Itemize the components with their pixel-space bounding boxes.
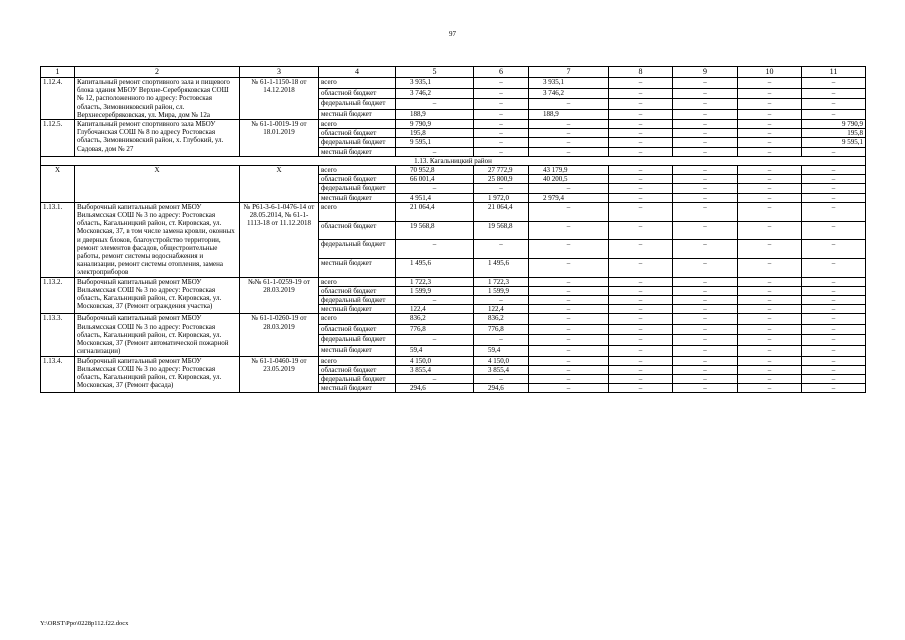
value-cell: –: [673, 221, 738, 240]
value-cell: –: [529, 356, 609, 365]
value-cell: –: [738, 193, 802, 202]
object-name: Выборочный капитальный ремонт МБОУ Вильямсская СОШ № 3 по адресу: Ростовская область, Кагальницкий район, ст. Кировская, ул. Московская, 37 (Ремонт ограждения участка): [75, 277, 240, 314]
table-row: [41, 277, 866, 286]
value-cell: –: [802, 277, 866, 286]
value-cell: –: [673, 314, 738, 325]
value-cell: –: [609, 277, 673, 286]
value-cell: 4 150,0: [474, 356, 529, 365]
value-cell: –: [802, 78, 866, 89]
value-cell: –: [738, 345, 802, 356]
value-cell: 294,6: [474, 384, 529, 393]
value-cell: –: [673, 184, 738, 193]
object-name: Х: [75, 166, 240, 203]
budget-source-label: местный бюджет: [319, 258, 396, 277]
col-header: 5: [396, 67, 474, 78]
value-cell: –: [673, 99, 738, 110]
budget-source-label: федеральный бюджет: [319, 99, 396, 110]
value-cell: –: [529, 286, 609, 295]
value-cell: –: [529, 384, 609, 393]
value-cell: 776,8: [474, 324, 529, 335]
value-cell: –: [738, 277, 802, 286]
budget-source-label: всего: [319, 78, 396, 89]
value-cell: 3 855,4: [396, 365, 474, 374]
value-cell: –: [738, 305, 802, 314]
value-cell: 70 952,8: [396, 166, 474, 175]
budget-source-label: федеральный бюджет: [319, 374, 396, 383]
col-header: 9: [673, 67, 738, 78]
value-cell: –: [474, 374, 529, 383]
value-cell: –: [609, 184, 673, 193]
object-doc: № 61-1-0019-19 от 18.01.2019: [240, 120, 319, 157]
value-cell: –: [738, 365, 802, 374]
col-header: 6: [474, 67, 529, 78]
value-cell: –: [529, 335, 609, 346]
value-cell: –: [738, 286, 802, 295]
value-cell: –: [609, 166, 673, 175]
value-cell: –: [609, 356, 673, 365]
value-cell: –: [474, 120, 529, 129]
budget-source-label: областной бюджет: [319, 175, 396, 184]
value-cell: 122,4: [474, 305, 529, 314]
value-cell: –: [474, 296, 529, 305]
value-cell: –: [529, 296, 609, 305]
value-cell: 3 746,2: [396, 88, 474, 99]
table-row: [41, 202, 866, 221]
value-cell: –: [738, 129, 802, 138]
object-name: Капитальный ремонт спортивного зала МБОУ Глубочанская СОШ № 8 по адресу Ростовская область, Зимовниковский район, х. Глубокий, ул. Садовая, дом № 27: [75, 120, 240, 157]
object-doc: № 61-1-1150-18 от 14.12.2018: [240, 78, 319, 120]
budget-source-label: федеральный бюджет: [319, 240, 396, 259]
value-cell: –: [673, 374, 738, 383]
value-cell: –: [802, 286, 866, 295]
value-cell: –: [802, 240, 866, 259]
value-cell: 122,4: [396, 305, 474, 314]
value-cell: –: [609, 286, 673, 295]
object-code: 1.12.5.: [41, 120, 75, 157]
value-cell: –: [673, 202, 738, 221]
value-cell: –: [673, 384, 738, 393]
budget-source-label: всего: [319, 356, 396, 365]
budget-source-label: местный бюджет: [319, 147, 396, 156]
value-cell: –: [529, 258, 609, 277]
section-row: [41, 156, 866, 165]
value-cell: –: [609, 138, 673, 147]
object-name: Выборочный капитальный ремонт МБОУ Вильямсская СОШ № 3 по адресу: Ростовская область, Кагальницкий район, ст. Кировская, ул. Московская, 37 (Ремонт автоматической пожарной сигнализации): [75, 314, 240, 356]
value-cell: –: [738, 138, 802, 147]
object-doc: № Р61-3-6-1-0476-14 от 28.05.2014, № 61-1-1113-18 от 11.12.2018: [240, 202, 319, 277]
header-row: [41, 67, 866, 78]
value-cell: –: [609, 305, 673, 314]
value-cell: –: [396, 374, 474, 383]
value-cell: –: [802, 314, 866, 325]
value-cell: –: [609, 99, 673, 110]
col-header: 11: [802, 67, 866, 78]
value-cell: 21 064,4: [474, 202, 529, 221]
value-cell: –: [609, 175, 673, 184]
value-cell: –: [609, 221, 673, 240]
budget-table: [40, 66, 866, 393]
col-header: 1: [41, 67, 75, 78]
col-header: 3: [240, 67, 319, 78]
value-cell: 3 746,2: [529, 88, 609, 99]
value-cell: –: [529, 365, 609, 374]
value-cell: –: [738, 175, 802, 184]
value-cell: –: [738, 120, 802, 129]
value-cell: –: [738, 335, 802, 346]
value-cell: 43 179,9: [529, 166, 609, 175]
value-cell: –: [529, 99, 609, 110]
value-cell: –: [802, 184, 866, 193]
object-code: 1.13.1.: [41, 202, 75, 277]
value-cell: –: [474, 138, 529, 147]
value-cell: –: [396, 184, 474, 193]
value-cell: –: [609, 335, 673, 346]
value-cell: –: [673, 193, 738, 202]
object-name: Капитальный ремонт спортивного зала и пищевого блока здания МБОУ Верхне-Серебряковская СОШ № 12, расположенного по адресу: Ростовская область, Зимовниковский район, сл. Верхнесеребряковская, ул. Мира, дом № 12а: [75, 78, 240, 120]
value-cell: –: [802, 258, 866, 277]
value-cell: –: [673, 240, 738, 259]
value-cell: –: [529, 314, 609, 325]
budget-source-label: местный бюджет: [319, 305, 396, 314]
value-cell: –: [673, 365, 738, 374]
value-cell: –: [738, 109, 802, 120]
object-code: 1.13.3.: [41, 314, 75, 356]
value-cell: –: [474, 335, 529, 346]
value-cell: –: [529, 277, 609, 286]
value-cell: –: [529, 345, 609, 356]
value-cell: –: [802, 147, 866, 156]
value-cell: –: [609, 296, 673, 305]
value-cell: –: [738, 88, 802, 99]
value-cell: 9 790,9: [802, 120, 866, 129]
table-row: [41, 78, 866, 89]
table-row: [41, 166, 866, 175]
value-cell: 776,8: [396, 324, 474, 335]
value-cell: –: [529, 138, 609, 147]
budget-source-label: федеральный бюджет: [319, 335, 396, 346]
value-cell: –: [738, 221, 802, 240]
value-cell: –: [609, 324, 673, 335]
col-header: 7: [529, 67, 609, 78]
value-cell: –: [802, 296, 866, 305]
budget-source-label: областной бюджет: [319, 88, 396, 99]
object-code: 1.13.2.: [41, 277, 75, 314]
value-cell: 40 200,5: [529, 175, 609, 184]
value-cell: –: [609, 193, 673, 202]
value-cell: –: [738, 314, 802, 325]
value-cell: 27 772,9: [474, 166, 529, 175]
value-cell: –: [609, 147, 673, 156]
object-code: 1.13.4.: [41, 356, 75, 393]
value-cell: –: [738, 202, 802, 221]
col-header: 4: [319, 67, 396, 78]
value-cell: –: [802, 109, 866, 120]
value-cell: –: [802, 324, 866, 335]
value-cell: 188,9: [529, 109, 609, 120]
value-cell: –: [802, 175, 866, 184]
value-cell: –: [673, 296, 738, 305]
value-cell: –: [396, 296, 474, 305]
value-cell: –: [609, 258, 673, 277]
value-cell: –: [802, 88, 866, 99]
value-cell: –: [474, 78, 529, 89]
value-cell: –: [673, 109, 738, 120]
value-cell: –: [673, 78, 738, 89]
value-cell: 59,4: [396, 345, 474, 356]
value-cell: –: [529, 129, 609, 138]
budget-source-label: местный бюджет: [319, 193, 396, 202]
value-cell: 195,8: [396, 129, 474, 138]
budget-source-label: всего: [319, 277, 396, 286]
value-cell: –: [529, 147, 609, 156]
value-cell: 1 722,3: [474, 277, 529, 286]
value-cell: –: [529, 221, 609, 240]
value-cell: 1 599,9: [396, 286, 474, 295]
value-cell: –: [396, 335, 474, 346]
value-cell: –: [609, 384, 673, 393]
value-cell: –: [609, 202, 673, 221]
value-cell: –: [609, 314, 673, 325]
value-cell: 836,2: [396, 314, 474, 325]
value-cell: 1 722,3: [396, 277, 474, 286]
object-code: Х: [41, 166, 75, 203]
value-cell: –: [529, 120, 609, 129]
value-cell: 4 150,0: [396, 356, 474, 365]
value-cell: –: [609, 374, 673, 383]
section-title: 1.13. Кагальницкий район: [41, 156, 866, 165]
value-cell: –: [802, 384, 866, 393]
value-cell: –: [609, 78, 673, 89]
table-row: [41, 314, 866, 325]
value-cell: 4 951,4: [396, 193, 474, 202]
value-cell: 19 568,8: [396, 221, 474, 240]
value-cell: –: [673, 138, 738, 147]
value-cell: –: [474, 109, 529, 120]
value-cell: –: [529, 240, 609, 259]
value-cell: 66 001,4: [396, 175, 474, 184]
object-doc: № 61-1-0260-19 от 28.03.2019: [240, 314, 319, 356]
budget-source-label: местный бюджет: [319, 345, 396, 356]
value-cell: 1 495,6: [474, 258, 529, 277]
value-cell: 3 855,4: [474, 365, 529, 374]
value-cell: –: [529, 374, 609, 383]
value-cell: 21 064,4: [396, 202, 474, 221]
object-code: 1.12.4.: [41, 78, 75, 120]
value-cell: –: [673, 258, 738, 277]
value-cell: 1 495,6: [396, 258, 474, 277]
budget-source-label: местный бюджет: [319, 384, 396, 393]
value-cell: –: [673, 324, 738, 335]
value-cell: –: [802, 305, 866, 314]
value-cell: 188,9: [396, 109, 474, 120]
value-cell: –: [609, 129, 673, 138]
value-cell: –: [474, 240, 529, 259]
value-cell: –: [673, 147, 738, 156]
value-cell: –: [474, 184, 529, 193]
value-cell: –: [738, 240, 802, 259]
value-cell: –: [609, 365, 673, 374]
value-cell: 9 595,1: [802, 138, 866, 147]
value-cell: –: [396, 147, 474, 156]
value-cell: –: [609, 120, 673, 129]
value-cell: 59,4: [474, 345, 529, 356]
budget-source-label: областной бюджет: [319, 365, 396, 374]
value-cell: –: [529, 305, 609, 314]
budget-source-label: областной бюджет: [319, 129, 396, 138]
value-cell: –: [802, 202, 866, 221]
value-cell: –: [673, 88, 738, 99]
value-cell: –: [673, 356, 738, 365]
value-cell: –: [474, 147, 529, 156]
footer-file-path: Y:\ORST\Ppo\0228p112.f22.docx: [40, 620, 129, 627]
value-cell: –: [529, 184, 609, 193]
budget-source-label: местный бюджет: [319, 109, 396, 120]
value-cell: –: [673, 277, 738, 286]
value-cell: –: [738, 78, 802, 89]
value-cell: –: [609, 109, 673, 120]
value-cell: 3 935,1: [529, 78, 609, 89]
value-cell: –: [738, 324, 802, 335]
value-cell: –: [474, 88, 529, 99]
budget-source-label: всего: [319, 202, 396, 221]
value-cell: –: [802, 193, 866, 202]
value-cell: 9 790,9: [396, 120, 474, 129]
table-row: [41, 356, 866, 365]
object-doc: Х: [240, 166, 319, 203]
budget-source-label: областной бюджет: [319, 286, 396, 295]
value-cell: 195,8: [802, 129, 866, 138]
col-header: 10: [738, 67, 802, 78]
value-cell: –: [673, 305, 738, 314]
value-cell: –: [396, 240, 474, 259]
value-cell: 3 935,1: [396, 78, 474, 89]
value-cell: –: [738, 356, 802, 365]
value-cell: –: [609, 345, 673, 356]
value-cell: 1 599,9: [474, 286, 529, 295]
value-cell: –: [738, 296, 802, 305]
budget-source-label: областной бюджет: [319, 324, 396, 335]
object-doc: №№ 61-1-0259-19 от 28.03.2019: [240, 277, 319, 314]
value-cell: –: [396, 99, 474, 110]
budget-source-label: всего: [319, 120, 396, 129]
value-cell: –: [802, 221, 866, 240]
object-doc: № 61-1-0460-19 от 23.05.2019: [240, 356, 319, 393]
value-cell: –: [802, 365, 866, 374]
value-cell: –: [529, 324, 609, 335]
value-cell: –: [738, 374, 802, 383]
value-cell: –: [609, 88, 673, 99]
value-cell: –: [673, 175, 738, 184]
value-cell: –: [802, 356, 866, 365]
value-cell: –: [802, 335, 866, 346]
value-cell: 9 595,1: [396, 138, 474, 147]
object-name: Выборочный капитальный ремонт МБОУ Вильямсская СОШ № 3 по адресу: Ростовская область, Кагальницкий район, ст. Кировская, ул. Московская, 37 (Ремонт фасада): [75, 356, 240, 393]
value-cell: –: [474, 129, 529, 138]
col-header: 8: [609, 67, 673, 78]
table-row: [41, 120, 866, 129]
budget-source-label: областной бюджет: [319, 221, 396, 240]
value-cell: 25 800,9: [474, 175, 529, 184]
budget-source-label: федеральный бюджет: [319, 296, 396, 305]
value-cell: –: [738, 184, 802, 193]
budget-source-label: федеральный бюджет: [319, 184, 396, 193]
value-cell: –: [673, 120, 738, 129]
value-cell: –: [802, 166, 866, 175]
value-cell: 2 979,4: [529, 193, 609, 202]
value-cell: –: [609, 240, 673, 259]
value-cell: 836,2: [474, 314, 529, 325]
value-cell: –: [529, 202, 609, 221]
value-cell: –: [738, 147, 802, 156]
value-cell: –: [673, 345, 738, 356]
value-cell: 1 972,0: [474, 193, 529, 202]
value-cell: –: [738, 258, 802, 277]
value-cell: –: [673, 286, 738, 295]
value-cell: –: [802, 345, 866, 356]
budget-source-label: федеральный бюджет: [319, 138, 396, 147]
object-name: Выборочный капитальный ремонт МБОУ Вильямсская СОШ № 3 по адресу: Ростовская область, Кагальницкий район, ст. Кировская, ул. Московская, 37, в том числе замена кровли, оконных и дверных блоков, благоустройство территории, ремонт элементов фасадов, общестроительные работы, ремонт системы водоснабжения и канализации, ремонт системы отопления, замена электроприборов: [75, 202, 240, 277]
budget-source-label: всего: [319, 166, 396, 175]
value-cell: –: [673, 335, 738, 346]
value-cell: –: [474, 99, 529, 110]
col-header: 2: [75, 67, 240, 78]
value-cell: –: [738, 99, 802, 110]
value-cell: –: [738, 166, 802, 175]
page-number: 97: [449, 30, 456, 38]
value-cell: 19 568,8: [474, 221, 529, 240]
value-cell: –: [738, 384, 802, 393]
value-cell: –: [673, 129, 738, 138]
value-cell: 294,6: [396, 384, 474, 393]
value-cell: –: [802, 374, 866, 383]
value-cell: –: [802, 99, 866, 110]
budget-source-label: всего: [319, 314, 396, 325]
value-cell: –: [673, 166, 738, 175]
